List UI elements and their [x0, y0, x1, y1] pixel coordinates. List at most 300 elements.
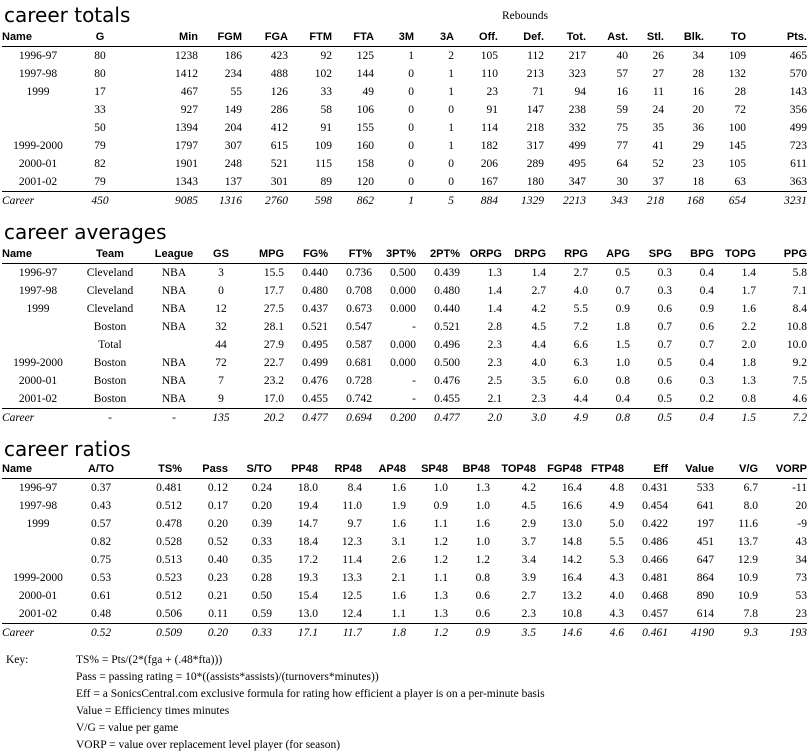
- table-cell: 15.5: [263, 267, 284, 279]
- column-header: FGM: [198, 28, 242, 47]
- table-cell: 89: [320, 176, 332, 188]
- table-cell: 0.43: [90, 500, 112, 512]
- key-line: VORP = value over replacement level player (for season): [76, 739, 341, 751]
- table-cell: 1.3: [487, 267, 502, 279]
- table-header: [2, 28, 807, 47]
- column-header: DRPG: [502, 245, 546, 264]
- table-cell: 19.3: [297, 572, 318, 584]
- table-cell: 0.4: [699, 357, 714, 369]
- table-cell: -11: [792, 482, 807, 494]
- table-cell: 79: [94, 176, 106, 188]
- table-cell: 0.681: [346, 357, 372, 369]
- table-cell: 2.7: [573, 267, 588, 279]
- table-cell: 8.4: [792, 303, 807, 315]
- table-cell: 1.6: [391, 482, 406, 494]
- table-cell: Boston: [93, 375, 127, 387]
- table-row: [2, 173, 807, 192]
- table-cell: 6.7: [743, 482, 758, 494]
- table-cell: 0.439: [434, 267, 460, 279]
- column-header: Team: [74, 245, 146, 264]
- column-header: Name: [2, 28, 74, 47]
- column-header: 3M: [374, 28, 414, 47]
- table-cell: 0.200: [372, 409, 416, 428]
- table-cell: 36: [692, 122, 704, 134]
- column-header: Name: [2, 460, 74, 479]
- table-cell: 7: [218, 375, 224, 387]
- table-cell: 158: [356, 158, 374, 170]
- table-cell: 4.6: [582, 624, 624, 643]
- table-cell: 1.8: [615, 321, 630, 333]
- table-body: [2, 264, 807, 428]
- table-cell: 1.5: [714, 409, 756, 428]
- row-label: [2, 551, 74, 569]
- table-cell: Cleveland: [86, 285, 134, 297]
- career-averages-title: career averages: [4, 220, 167, 244]
- table-cell: NBA: [161, 357, 187, 369]
- table-cell: 2.7: [521, 590, 536, 602]
- column-header: Blk.: [664, 28, 704, 47]
- table-cell: 2.3: [487, 357, 502, 369]
- table-cell: 2.7: [531, 285, 546, 297]
- column-header: SP48: [406, 460, 448, 479]
- table-cell: 13.7: [737, 536, 758, 548]
- column-header: Ast.: [586, 28, 628, 47]
- table-cell: 28.1: [263, 321, 284, 333]
- table-cell: 23: [486, 86, 498, 98]
- table-cell: 467: [180, 86, 198, 98]
- table-cell: 289: [526, 158, 544, 170]
- table-cell: 0: [408, 104, 414, 116]
- table-cell: 105: [480, 50, 498, 62]
- table-cell: -: [146, 409, 202, 428]
- table-cell: 317: [526, 140, 544, 152]
- table-cell: 0.6: [657, 303, 672, 315]
- table-cell: 43: [795, 536, 807, 548]
- table-cell: 144: [356, 68, 374, 80]
- table-cell: 0.477: [416, 409, 460, 428]
- table-cell: Cleveland: [86, 303, 134, 315]
- row-label: 1996-97: [18, 50, 58, 62]
- table-row: [2, 605, 807, 624]
- table-row: [2, 533, 807, 551]
- table-body: [2, 479, 807, 643]
- table-cell: 1: [374, 192, 414, 211]
- column-header: SPG: [630, 245, 672, 264]
- table-cell: 1.4: [487, 303, 502, 315]
- table-cell: 1.2: [475, 554, 490, 566]
- row-label: 2000-01: [18, 158, 58, 170]
- table-row: [2, 318, 807, 336]
- table-cell: 12.9: [737, 554, 758, 566]
- table-cell: 4.5: [521, 500, 536, 512]
- table-cell: 0.5: [615, 267, 630, 279]
- table-cell: 1412: [175, 68, 198, 80]
- table-cell: 13.2: [561, 590, 582, 602]
- table-cell: 4.8: [609, 482, 624, 494]
- table-cell: 26: [652, 50, 664, 62]
- table-cell: 126: [270, 86, 288, 98]
- table-cell: 0.000: [390, 357, 416, 369]
- table-cell: 1.3: [433, 590, 448, 602]
- table-cell: 5.8: [792, 267, 807, 279]
- table-cell: 0.61: [90, 590, 112, 602]
- column-header: 3PT%: [372, 245, 416, 264]
- table-cell: 0.6: [475, 608, 490, 620]
- table-cell: Total: [98, 339, 122, 351]
- table-cell: Cleveland: [86, 267, 134, 279]
- column-header: BPG: [672, 245, 714, 264]
- table-cell: 0.512: [156, 590, 182, 602]
- column-header: V/G: [714, 460, 758, 479]
- row-label: 2001-02: [18, 608, 58, 620]
- table-cell: 2.1: [487, 393, 502, 405]
- column-header: PP48: [272, 460, 318, 479]
- column-header: FTM: [288, 28, 332, 47]
- table-cell: 0.9: [615, 303, 630, 315]
- header-row: [2, 28, 807, 47]
- career-row: [2, 624, 807, 643]
- column-header: Pass: [182, 460, 228, 479]
- table-cell: 1: [448, 140, 454, 152]
- table-cell: 0.9: [699, 303, 714, 315]
- row-label: Career: [2, 192, 74, 211]
- table-cell: 0.000: [390, 303, 416, 315]
- table-cell: 72: [215, 357, 227, 369]
- table-cell: 412: [270, 122, 288, 134]
- table-cell: 3.0: [502, 409, 546, 428]
- column-header: Name: [2, 245, 74, 264]
- table-cell: 234: [224, 68, 242, 80]
- table-cell: 332: [568, 122, 586, 134]
- table-cell: 4.4: [573, 393, 588, 405]
- table-cell: 614: [696, 608, 714, 620]
- table-cell: 1.4: [741, 267, 756, 279]
- table-cell: 5.0: [609, 518, 624, 530]
- table-cell: 32: [215, 321, 227, 333]
- table-cell: 2.3: [531, 393, 546, 405]
- table-cell: 6.6: [573, 339, 588, 351]
- key-line: Value = Efficiency times minutes: [76, 705, 230, 717]
- table-cell: 0.000: [390, 285, 416, 297]
- table-cell: 44: [215, 339, 227, 351]
- table-cell: 0.523: [156, 572, 182, 584]
- table-cell: 0.17: [207, 500, 228, 512]
- table-cell: 0.53: [90, 572, 112, 584]
- table-cell: 6.3: [573, 357, 588, 369]
- row-label: 1996-97: [18, 267, 58, 279]
- table-cell: 0.454: [642, 500, 668, 512]
- table-cell: 4.0: [531, 357, 546, 369]
- table-cell: 0: [408, 176, 414, 188]
- table-cell: 0.57: [90, 518, 112, 530]
- table-cell: 12: [215, 303, 227, 315]
- table-cell: 0.480: [302, 285, 328, 297]
- table-cell: 0.75: [90, 554, 112, 566]
- table-cell: 0.476: [302, 375, 328, 387]
- table-cell: 4.4: [531, 339, 546, 351]
- table-cell: 33: [94, 104, 106, 116]
- table-cell: 0: [408, 68, 414, 80]
- table-cell: 11.7: [318, 624, 362, 643]
- table-cell: 3231: [746, 192, 807, 211]
- table-body: [2, 47, 807, 211]
- table-cell: 451: [696, 536, 714, 548]
- table-cell: 72: [734, 104, 746, 116]
- table-cell: 12.5: [341, 590, 362, 602]
- column-header: 3A: [414, 28, 454, 47]
- table-cell: 0.9: [448, 624, 490, 643]
- table-cell: 14.8: [561, 536, 582, 548]
- table-cell: NBA: [161, 267, 187, 279]
- table-cell: 0.480: [434, 285, 460, 297]
- table-cell: 114: [481, 122, 498, 134]
- table-cell: 864: [696, 572, 714, 584]
- table-cell: 1.4: [487, 285, 502, 297]
- table-cell: 1.0: [615, 357, 630, 369]
- table-cell: 80: [94, 50, 106, 62]
- table-cell: NBA: [161, 285, 187, 297]
- table-header: [2, 460, 807, 479]
- table-cell: 17.0: [263, 393, 284, 405]
- table-cell: 0.7: [657, 339, 672, 351]
- table-cell: 0.466: [642, 554, 668, 566]
- table-cell: 91: [320, 122, 332, 134]
- table-cell: 2: [448, 50, 454, 62]
- table-cell: 927: [180, 104, 198, 116]
- table-cell: 1.4: [531, 267, 546, 279]
- table-cell: 2.1: [391, 572, 406, 584]
- table-cell: 0.12: [207, 482, 228, 494]
- row-label: 1999-2000: [13, 357, 63, 369]
- table-cell: 0.4: [699, 285, 714, 297]
- table-cell: 59: [616, 104, 628, 116]
- table-cell: 143: [789, 86, 807, 98]
- table-cell: [146, 336, 202, 354]
- table-cell: 14.2: [561, 554, 582, 566]
- table-cell: 654: [704, 192, 746, 211]
- table-cell: 0.6: [699, 321, 714, 333]
- column-header: Tot.: [544, 28, 586, 47]
- table-cell: 363: [789, 176, 807, 188]
- table-cell: 16.4: [561, 482, 582, 494]
- table-cell: 147: [526, 104, 544, 116]
- table-cell: -: [412, 321, 416, 333]
- table-cell: 1.7: [741, 285, 756, 297]
- table-row: [2, 551, 807, 569]
- table-cell: 24: [652, 104, 664, 116]
- table-cell: 58: [320, 104, 332, 116]
- table-row: [2, 155, 807, 173]
- table-cell: 0.422: [642, 518, 668, 530]
- table-cell: 0.20: [182, 624, 228, 643]
- table-cell: 1797: [175, 140, 198, 152]
- column-header: Eff: [624, 460, 668, 479]
- table-cell: 11.4: [342, 554, 362, 566]
- table-cell: 52: [652, 158, 664, 170]
- column-header: VORP: [758, 460, 807, 479]
- table-row: [2, 354, 807, 372]
- column-header: GS: [202, 245, 240, 264]
- table-cell: 0.40: [207, 554, 228, 566]
- table-cell: 2.3: [487, 339, 502, 351]
- table-cell: 4.3: [609, 608, 624, 620]
- table-cell: 0.8: [615, 375, 630, 387]
- table-cell: 1238: [175, 50, 198, 62]
- career-ratios-title: career ratios: [4, 437, 131, 461]
- table-cell: 8.0: [743, 500, 758, 512]
- table-row: [2, 264, 807, 283]
- row-label: 1997-98: [18, 68, 58, 80]
- table-cell: 20: [795, 500, 807, 512]
- table-cell: 0.50: [251, 590, 272, 602]
- table-cell: 1.2: [433, 536, 448, 548]
- table-cell: 1: [448, 122, 454, 134]
- table-cell: 9.7: [347, 518, 362, 530]
- column-header: AP48: [362, 460, 406, 479]
- table-cell: 71: [532, 86, 544, 98]
- table-cell: 100: [728, 122, 746, 134]
- column-header: TOPG: [714, 245, 756, 264]
- table-cell: 301: [270, 176, 288, 188]
- row-label: 1996-97: [18, 482, 58, 494]
- rebounds-group-label: Rebounds: [502, 10, 548, 22]
- table-cell: 0.8: [588, 409, 630, 428]
- table-cell: 0.2: [699, 393, 714, 405]
- table-cell: 115: [315, 158, 332, 170]
- row-label: 1999: [26, 518, 50, 530]
- table-cell: 0.48: [90, 608, 112, 620]
- table-cell: 0.476: [434, 375, 460, 387]
- table-cell: 168: [664, 192, 704, 211]
- table-cell: 8.4: [347, 482, 362, 494]
- table-cell: 102: [314, 68, 332, 80]
- table-cell: 0.9: [433, 500, 448, 512]
- row-label: [2, 533, 74, 551]
- table-cell: 0.455: [302, 393, 328, 405]
- table-cell: 7.1: [792, 285, 807, 297]
- table-cell: -: [74, 409, 146, 428]
- table-cell: 3.5: [490, 624, 536, 643]
- column-header: TS%: [128, 460, 182, 479]
- table-cell: 16: [692, 86, 704, 98]
- table-cell: 0.521: [434, 321, 460, 333]
- table-cell: 4.2: [531, 303, 546, 315]
- table-cell: 499: [789, 122, 807, 134]
- table-cell: 37: [652, 176, 664, 188]
- table-cell: 488: [270, 68, 288, 80]
- table-cell: 4.9: [609, 500, 624, 512]
- table-cell: 521: [270, 158, 288, 170]
- table-cell: 10.8: [786, 321, 807, 333]
- career-averages-table: [2, 245, 807, 427]
- career-row: [2, 192, 807, 211]
- table-cell: 0.11: [208, 608, 228, 620]
- table-cell: 450: [74, 192, 126, 211]
- table-cell: 12.4: [341, 608, 362, 620]
- table-cell: 0.486: [642, 536, 668, 548]
- column-header: FGP48: [536, 460, 582, 479]
- table-cell: 160: [356, 140, 374, 152]
- table-cell: 0.5: [630, 409, 672, 428]
- row-label: Career: [2, 624, 74, 643]
- table-cell: 0.23: [207, 572, 228, 584]
- table-cell: 218: [526, 122, 544, 134]
- table-cell: 723: [789, 140, 807, 152]
- table-cell: 0.7: [657, 321, 672, 333]
- table-cell: 55: [230, 86, 242, 98]
- table-cell: 0.477: [284, 409, 328, 428]
- table-cell: 647: [696, 554, 714, 566]
- table-cell: 17.7: [263, 285, 284, 297]
- table-cell: 11.0: [342, 500, 362, 512]
- table-cell: 2.9: [521, 518, 536, 530]
- table-cell: 0.39: [251, 518, 272, 530]
- table-row: [2, 282, 807, 300]
- table-cell: 4.2: [521, 482, 536, 494]
- table-cell: 28: [734, 86, 746, 98]
- table-cell: 1.3: [475, 482, 490, 494]
- table-cell: 0.000: [390, 339, 416, 351]
- table-cell: 92: [320, 50, 332, 62]
- table-cell: 9.2: [792, 357, 807, 369]
- table-cell: 0.33: [251, 536, 272, 548]
- table-cell: 0.52: [207, 536, 228, 548]
- table-cell: 0.8: [475, 572, 490, 584]
- table-cell: 2.3: [521, 608, 536, 620]
- table-cell: 1.8: [741, 357, 756, 369]
- key-line: Eff = a SonicsCentral.com exclusive formula for rating how efficient a player is on a per-minute basis: [76, 688, 545, 700]
- table-cell: 182: [480, 140, 498, 152]
- table-cell: 1.6: [391, 590, 406, 602]
- table-cell: 465: [789, 50, 807, 62]
- table-cell: 7.5: [792, 375, 807, 387]
- table-cell: 1.0: [475, 536, 490, 548]
- table-cell: 0.728: [346, 375, 372, 387]
- table-cell: 3: [218, 267, 224, 279]
- table-cell: 0: [408, 158, 414, 170]
- table-cell: 3.5: [531, 375, 546, 387]
- row-label: 1999: [26, 303, 50, 315]
- table-cell: 217: [568, 50, 586, 62]
- table-cell: 7.2: [573, 321, 588, 333]
- table-cell: 347: [568, 176, 586, 188]
- table-cell: 20.2: [240, 409, 284, 428]
- table-row: [2, 587, 807, 605]
- table-row: [2, 47, 807, 66]
- table-cell: NBA: [161, 321, 187, 333]
- table-cell: 27: [652, 68, 664, 80]
- table-cell: 2.8: [487, 321, 502, 333]
- table-cell: 19.4: [297, 500, 318, 512]
- table-cell: 28: [692, 68, 704, 80]
- table-cell: 615: [270, 140, 288, 152]
- table-cell: 180: [526, 176, 544, 188]
- table-cell: 10.9: [737, 572, 758, 584]
- table-cell: 495: [568, 158, 586, 170]
- table-cell: 3.7: [521, 536, 536, 548]
- table-cell: 63: [734, 176, 746, 188]
- table-row: [2, 137, 807, 155]
- table-cell: 0.500: [434, 357, 460, 369]
- table-cell: 0.431: [642, 482, 668, 494]
- table-cell: 18.0: [297, 482, 318, 494]
- table-cell: 155: [356, 122, 374, 134]
- table-cell: 3.1: [391, 536, 406, 548]
- table-cell: 0.20: [251, 500, 272, 512]
- table-cell: 53: [795, 590, 807, 602]
- table-row: [2, 569, 807, 587]
- table-cell: 0.495: [302, 339, 328, 351]
